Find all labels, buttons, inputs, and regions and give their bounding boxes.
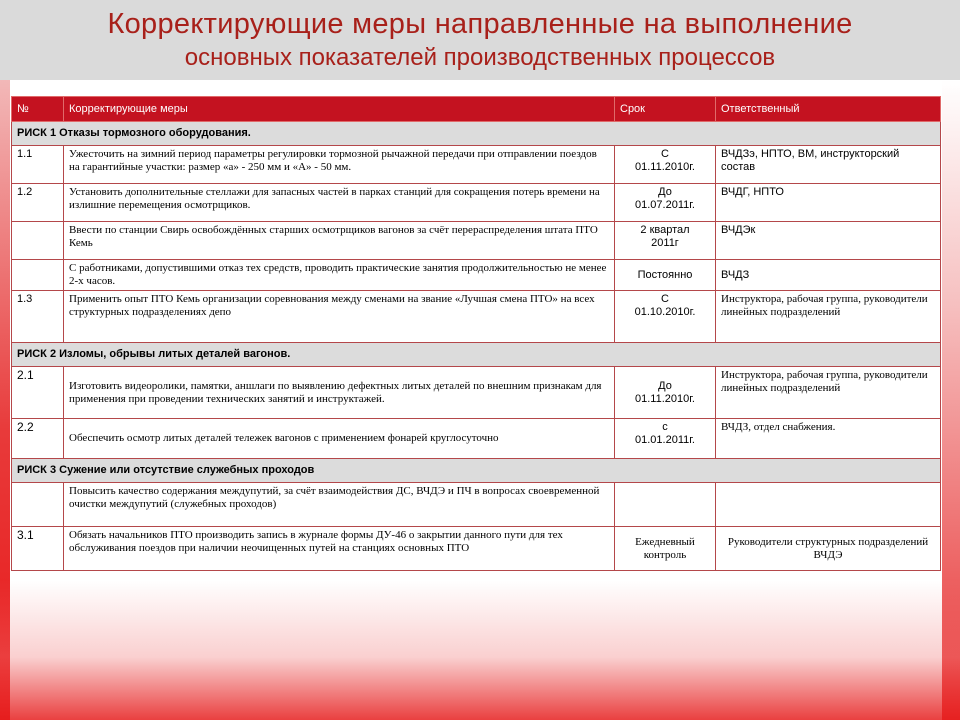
row-responsible: ВЧДЭк (716, 222, 941, 260)
row-num: 1.2 (12, 184, 64, 222)
deadline-line1: С (661, 148, 669, 160)
table-row (12, 291, 941, 343)
deadline-line2: 01.01.2011г. (635, 434, 695, 446)
row-deadline (615, 291, 716, 343)
table-row (12, 419, 941, 459)
row-responsible (716, 483, 941, 527)
row-num: 3.1 (12, 527, 64, 571)
row-num (12, 483, 64, 527)
deadline-line2: 2011г (651, 237, 679, 249)
row-measure: Повысить качество содержания междупутий, за счёт взаимодействия ДС, ВЧДЭ и ПЧ в вопросах своевременной очистки междупутий (служебных проходов) (64, 483, 615, 527)
header-num: № (12, 97, 64, 122)
deadline-line2: 01.10.2010г. (634, 306, 696, 318)
row-num: 2.2 (12, 419, 64, 459)
row-measure: Обязать начальников ПТО производить запись в журнале формы ДУ-46 о закрытии данного пути для тех обслуживания поездов при наличии неочищенных путей на станциях основных ПТО (64, 527, 615, 571)
risk-2-label: РИСК 2 Изломы, обрывы литых деталей вагонов. (12, 343, 941, 367)
row-deadline (615, 260, 716, 291)
deadline-line2: 01.11.2010г. (635, 392, 695, 405)
row-responsible: Руководители структурных подразделений ВЧДЭ (716, 527, 941, 571)
row-measure: Ужесточить на зимний период параметры регулировки тормозной рычажной передачи при отправлении поездов на гарантийные участки: размер «а» - 250 мм и «А» - 50 мм. (64, 146, 615, 184)
row-responsible: Инструктора, рабочая группа, руководители линейных подразделений (716, 291, 941, 343)
header-responsible: Ответственный (716, 97, 941, 122)
deadline-line1: До (658, 379, 672, 392)
risk-row (12, 343, 941, 367)
table-row (12, 527, 941, 571)
header-deadline: Срок (615, 97, 716, 122)
row-num (12, 260, 64, 291)
deadline-line1: Постоянно (637, 268, 693, 281)
deadline-line2: 01.07.2011г. (635, 199, 695, 211)
row-responsible: Инструктора, рабочая группа, руководители линейных подразделений (716, 367, 941, 419)
row-responsible: ВЧДЗ, отдел снабжения. (716, 419, 941, 459)
table-row (12, 184, 941, 222)
risk-3-label: РИСК 3 Сужение или отсутствие служебных проходов (12, 459, 941, 483)
row-deadline (615, 146, 716, 184)
table-row (12, 260, 941, 291)
deadline-line1: Ежедневный (635, 535, 695, 548)
row-num: 2.1 (12, 367, 64, 419)
table-row (12, 483, 941, 527)
deadline-line2: контроль (643, 548, 687, 561)
table-row (12, 367, 941, 419)
row-responsible: ВЧДГ, НПТО (716, 184, 941, 222)
slide-title-line2: основных показателей производственных процессов (184, 44, 776, 71)
corrective-measures-table (11, 96, 941, 571)
table-header-row (12, 97, 941, 122)
bottom-decor-band (0, 580, 960, 720)
deadline-line1: 2 квартал (640, 224, 690, 236)
risk-row (12, 459, 941, 483)
row-measure: Установить дополнительные стеллажи для запасных частей в парках станций для сокращения потерь времени на излишние перемещения осмотрщиков. (64, 184, 615, 222)
risk-1-label: РИСК 1 Отказы тормозного оборудования. (12, 122, 941, 146)
row-measure: Ввести по станции Свирь освобождённых старших осмотрщиков вагонов за счёт перераспределения штата ПТО Кемь (64, 222, 615, 260)
table-row (12, 222, 941, 260)
row-num: 1.1 (12, 146, 64, 184)
row-responsible: ВЧДЗэ, НПТО, ВМ, инструкторский состав (716, 146, 941, 184)
slide-header (0, 0, 960, 80)
deadline-line1: с (662, 421, 668, 433)
deadline-line1: До (658, 186, 672, 198)
row-deadline (615, 483, 716, 527)
row-deadline (615, 222, 716, 260)
table-row (12, 146, 941, 184)
row-deadline (615, 419, 716, 459)
header-measure: Корректирующие меры (64, 97, 615, 122)
row-measure: Обеспечить осмотр литых деталей тележек вагонов с применением фонарей круглосуточно (64, 419, 615, 459)
deadline-line2: 01.11.2010г. (635, 161, 695, 173)
row-deadline (615, 184, 716, 222)
slide-title-line1: Корректирующие меры направленные на выполнение (107, 8, 853, 40)
row-num (12, 222, 64, 260)
row-deadline (615, 527, 716, 571)
row-measure: С работниками, допустившими отказ тех средств, проводить практические занятия продолжительностью не менее 2-х часов. (64, 260, 615, 291)
row-responsible: ВЧДЗ (716, 260, 941, 291)
row-measure: Изготовить видеоролики, памятки, аншлаги по выявлению дефектных литых деталей по внешним признакам для применения при проведении технических занятий и инструктажей. (64, 367, 615, 419)
row-deadline (615, 367, 716, 419)
row-measure: Применить опыт ПТО Кемь организации соревнования между сменами на звание «Лучшая смена ПТО» на всех структурных подразделениях депо (64, 291, 615, 343)
deadline-line1: С (661, 293, 669, 305)
risk-row (12, 122, 941, 146)
row-num: 1.3 (12, 291, 64, 343)
